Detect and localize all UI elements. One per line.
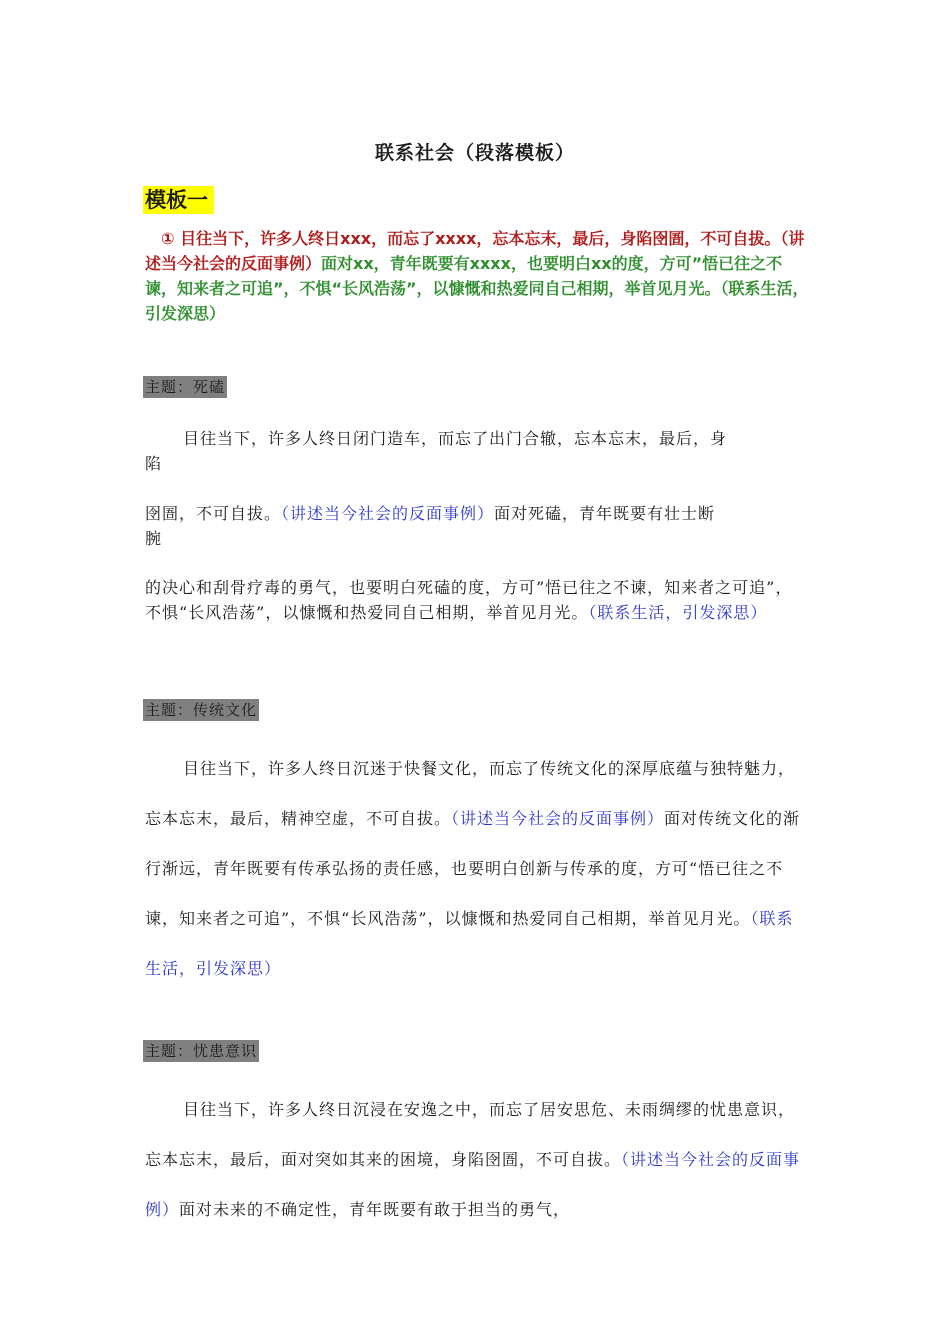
paragraph-line	[145, 575, 807, 625]
annotation-text: （讲述当今社会的反面事例）	[451, 809, 665, 828]
template-body	[145, 226, 809, 326]
section-paragraph	[145, 1085, 807, 1235]
section-theme-label: 主题：死磕	[145, 378, 226, 396]
paragraph-text: 目往当下，许多人终日沉浸在安逸之中，而忘了居安思危、未雨绸缪的忧患意识，忘本忘末，最后，面对突如其来的困境，身陷囹圄，不可自拔。	[145, 1100, 796, 1169]
page-title: 联系社会（段落模板）	[374, 142, 575, 164]
section-paragraph	[145, 426, 807, 451]
section-theme-label: 主题：忧患意识	[145, 1042, 258, 1060]
template-heading: 模板一	[143, 186, 214, 214]
paragraph-text: 目往当下，许多人终日沉迷于快餐文化，而忘了传统文化的深厚底蕴与独特魅力，忘本忘末，最后，精神空虚，不可自拔。	[145, 759, 796, 828]
paragraph-line: 陷	[145, 454, 163, 473]
paragraph-text: 面对传统文化的渐行渐远，青年既要有传承弘扬的责任感，也要明白创新与传承的度，方可“悟已往之不谏，知来者之可追”，不惧“长风浩荡”，以慷慨和热爱同自己相期，举首见月光。	[145, 809, 801, 928]
template-green-text: 面对xx，青年既要有xxxx，也要明白xx的度，方可”悟已往之不谏，知来者之可追”，不惧“长风浩荡”，以慷慨和热爱同自己相期，举首见月光。（联系生活，引发深思）	[145, 254, 809, 323]
paragraph-line	[145, 501, 807, 526]
paragraph-line: 腕	[145, 529, 163, 548]
section-theme-label: 主题：传统文化	[145, 701, 258, 719]
paragraph-text: 面对未来的不确定性，青年既要有敢于担当的勇气，	[179, 1200, 571, 1219]
annotation-text: （讲述当今社会的反面事例）	[145, 1150, 801, 1219]
annotation-text: （联系生活，引发深思）	[588, 603, 768, 622]
paragraph-line: 目往当下，许多人终日闭门造车，而忘了出门合辙，忘本忘末，最后，身	[183, 429, 728, 448]
paragraph-text: 的决心和刮骨疗毒的勇气，也要明白死磕的度，方可”悟已往之不谏，知来者之可追”，不惧“长风浩荡”，以慷慨和热爱同自己相期，举首见月光。	[145, 578, 793, 622]
annotation-text: （讲述当今社会的反面事例）	[281, 504, 495, 523]
section-paragraph	[145, 744, 807, 994]
template-red-text: ① 目往当下，许多人终日xxx，而忘了xxxx，忘本忘末，最后，身陷囹圄，不可自拔。（讲述当今社会的反面事例）	[145, 229, 805, 273]
annotation-text: （联系生活，引发深思）	[145, 909, 794, 978]
paragraph-text: 面对死磕，青年既要有壮士断	[494, 504, 716, 523]
paragraph-text: 囹圄，不可自拔。	[145, 504, 282, 523]
